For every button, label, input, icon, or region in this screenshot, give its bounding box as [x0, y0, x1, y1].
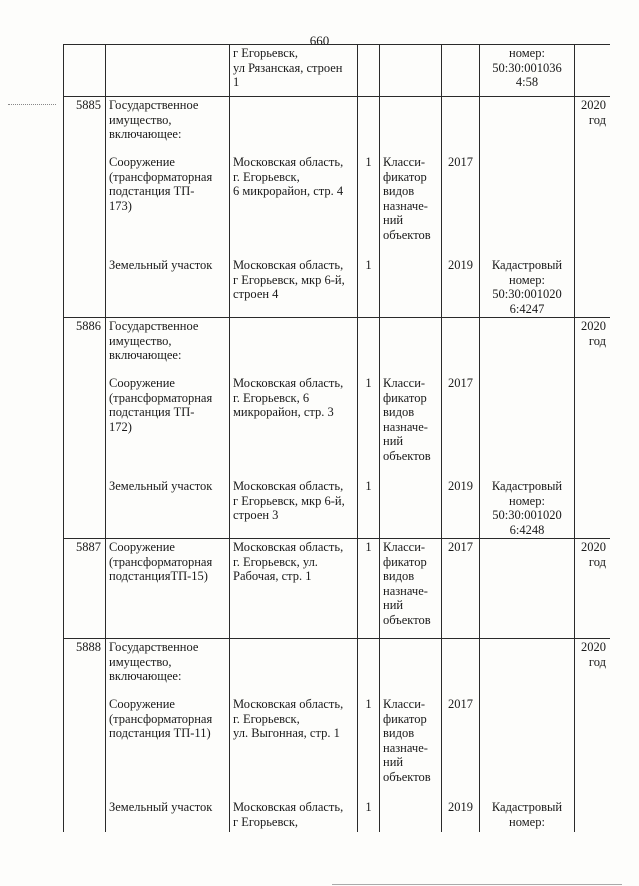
registry-table-frame: [63, 44, 610, 832]
cell-number: [64, 639, 106, 833]
table-row: [64, 97, 611, 318]
cell-name-text: Сооружение (трансформаторная подстанция ТП- 173): [109, 155, 213, 213]
cell-classifier: [380, 539, 442, 639]
cell-classifier: [380, 318, 442, 539]
cell-note-text: [480, 154, 574, 156]
cell-note-text: [480, 539, 574, 541]
page-number: 660: [309, 33, 330, 48]
cell-year-text: [442, 45, 479, 47]
completion-year: 2020 год: [581, 640, 606, 669]
cell-note-text: [480, 318, 574, 320]
cell-name-text: [106, 45, 229, 47]
cell-address: [230, 639, 358, 833]
cell-classifier-text: [380, 257, 441, 259]
cell-name: [106, 97, 230, 318]
cell-name: [106, 45, 230, 97]
cell-classifier-text: [380, 318, 441, 320]
cell-address: [230, 45, 358, 97]
cell-number: [64, 539, 106, 639]
cell-address-text: Московская область, г. Егорьевск, 6 микрорайон, стр. 4: [233, 155, 344, 198]
table-row: [64, 45, 611, 97]
row-number: 5887: [76, 540, 101, 554]
cell-quantity: [358, 639, 380, 833]
cell-quantity-text: 1: [365, 376, 372, 390]
cell-quantity-text: 1: [365, 258, 372, 272]
cell-name-text: Земельный участок: [109, 800, 213, 814]
cell-classifier-text: [380, 478, 441, 480]
cell-address-text: Московская область, г Егорьевск,: [233, 800, 344, 829]
cell-classifier-text: Класси- фикатор видов назначе- ний объектов: [383, 376, 431, 463]
cell-address: [230, 539, 358, 639]
cell-year-text: 2017: [448, 155, 473, 169]
cell-year-text: 2019: [448, 800, 473, 814]
cell-address-text: [230, 318, 357, 320]
scan-bottom-edge: [332, 884, 622, 885]
cell-note-text: [480, 97, 574, 99]
completion-year: [575, 45, 610, 47]
cell-quantity-text: [358, 318, 379, 320]
cell-year-text: [442, 318, 479, 320]
cell-name-text: Сооружение (трансформаторная подстанцияТП-15): [109, 540, 213, 583]
cell-completion: [575, 318, 611, 539]
cell-name-text: Государственное имущество, включающее:: [109, 98, 199, 141]
cell-quantity-text: [358, 639, 379, 641]
cell-classifier-text: [380, 799, 441, 801]
cell-address-text: Московская область, г Егорьевск, мкр 6-й, строен 4: [233, 258, 345, 301]
cell-name-text: Государственное имущество, включающее:: [109, 640, 199, 683]
cell-note: [480, 539, 575, 639]
cell-year: [442, 97, 480, 318]
row-number: 5888: [76, 640, 101, 654]
cell-completion: [575, 639, 611, 833]
cell-note-text: Кадастровый номер: 50:30:001020 6:4247: [491, 258, 563, 316]
cell-note-text: Кадастровый номер:: [491, 800, 563, 829]
cell-year-text: 2017: [448, 697, 473, 711]
table-row: [64, 318, 611, 539]
cell-classifier-text: [380, 639, 441, 641]
cell-quantity-text: [358, 97, 379, 99]
cell-year: [442, 539, 480, 639]
cell-number: [64, 318, 106, 539]
cell-address-text: Московская область, г. Егорьевск, ул. Выгонная, стр. 1: [233, 697, 344, 740]
cell-address-text: Московская область, г. Егорьевск, 6 микрорайон, стр. 3: [233, 376, 344, 419]
cell-quantity-text: 1: [365, 155, 372, 169]
cell-note-text: [480, 639, 574, 641]
cell-year-text: 2017: [448, 376, 473, 390]
cell-year: [442, 318, 480, 539]
cell-quantity: [358, 539, 380, 639]
cell-note: [480, 97, 575, 318]
cell-year-text: 2019: [448, 479, 473, 493]
cell-quantity-text: [358, 45, 379, 47]
cell-classifier-text: Класси- фикатор видов назначе- ний объектов: [383, 540, 431, 627]
cell-name-text: Сооружение (трансформаторная подстанция ТП- 172): [109, 376, 213, 434]
cell-quantity: [358, 97, 380, 318]
cell-quantity: [358, 318, 380, 539]
table-row: [64, 539, 611, 639]
cell-year-text: 2017: [448, 540, 473, 554]
cell-name-text: Государственное имущество, включающее:: [109, 319, 199, 362]
cell-quantity-text: 1: [365, 479, 372, 493]
cell-address: [230, 97, 358, 318]
cell-address-text: Московская область, г Егорьевск, мкр 6-й, строен 3: [233, 479, 345, 522]
row-number: 5886: [76, 319, 101, 333]
cell-quantity: [358, 45, 380, 97]
cell-name: [106, 318, 230, 539]
cell-note: [480, 639, 575, 833]
row-number: [64, 45, 105, 47]
cell-name-text: Сооружение (трансформаторная подстанция ТП-11): [109, 697, 213, 740]
cell-address-text: г Егорьевск, ул Рязанская, строен 1: [233, 46, 343, 89]
cell-year-text: [442, 639, 479, 641]
cell-note-text: номер: 50:30:001036 4:58: [492, 46, 562, 89]
cell-classifier-text: [380, 97, 441, 99]
cell-completion: [575, 97, 611, 318]
cell-completion: [575, 45, 611, 97]
scan-artifact: [8, 104, 56, 107]
cell-note-text: [480, 375, 574, 377]
cell-address-text: Московская область, г. Егорьевск, ул. Рабочая, стр. 1: [233, 540, 344, 583]
cell-classifier-text: Класси- фикатор видов назначе- ний объектов: [383, 697, 431, 784]
cell-note-text: Кадастровый номер: 50:30:001020 6:4248: [491, 479, 563, 537]
row-number: 5885: [76, 98, 101, 112]
cell-quantity-text: 1: [365, 697, 372, 711]
cell-year-text: 2019: [448, 258, 473, 272]
cell-quantity-text: 1: [365, 540, 372, 554]
cell-completion: [575, 539, 611, 639]
cell-year: [442, 45, 480, 97]
cell-classifier-text: [380, 45, 441, 47]
cell-classifier: [380, 97, 442, 318]
cell-name-text: Земельный участок: [109, 479, 213, 493]
cell-note: [480, 318, 575, 539]
registry-table: [63, 44, 610, 832]
cell-year: [442, 639, 480, 833]
cell-classifier-text: Класси- фикатор видов назначе- ний объектов: [383, 155, 431, 242]
cell-note-text: [480, 696, 574, 698]
cell-address-text: [230, 97, 357, 99]
cell-classifier: [380, 639, 442, 833]
cell-address-text: [230, 639, 357, 641]
completion-year: 2020 год: [581, 540, 606, 569]
table-row: [64, 639, 611, 833]
cell-address: [230, 318, 358, 539]
cell-quantity-text: 1: [365, 800, 372, 814]
completion-year: 2020 год: [581, 319, 606, 348]
cell-note: [480, 45, 575, 97]
cell-name-text: Земельный участок: [109, 258, 213, 272]
cell-year-text: [442, 97, 479, 99]
cell-name: [106, 539, 230, 639]
cell-classifier: [380, 45, 442, 97]
cell-number: [64, 45, 106, 97]
cell-name: [106, 639, 230, 833]
cell-number: [64, 97, 106, 318]
completion-year: 2020 год: [581, 98, 606, 127]
